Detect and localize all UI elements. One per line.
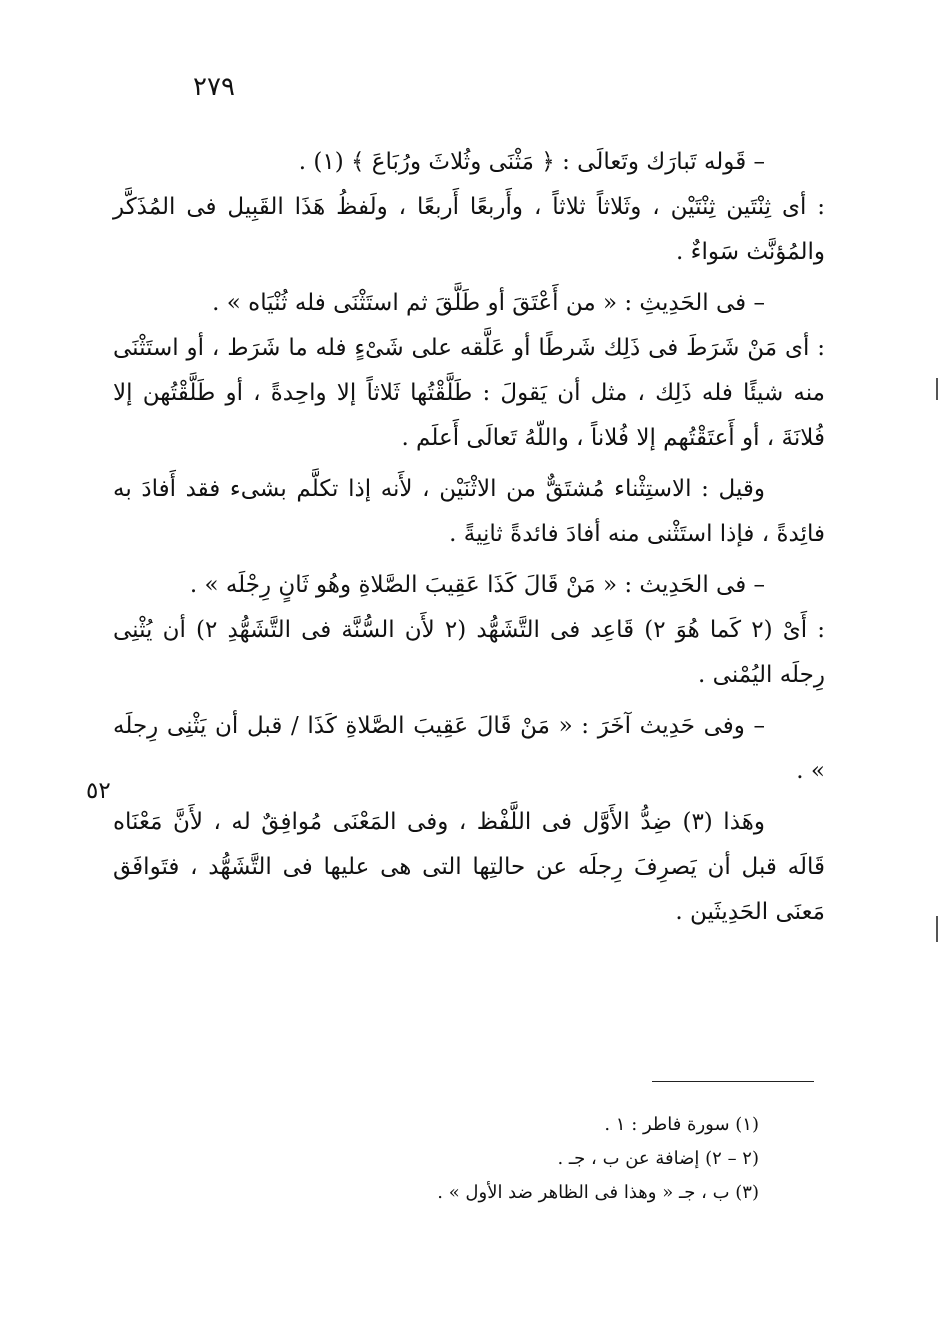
page-number: ٢٧٩: [193, 72, 235, 102]
manuscript-folio-note: ٥٢: [86, 778, 111, 804]
paragraph-2: : أى ثِنْتَين ثِنْتَيْن ، وثَلاثاً ثلاثاً ، وأَربعًا أَربعًا ، ولَفظُ هَذَا القَبِيل فى المُذَكَّر والمُؤنَّث سَواءٌ .: [113, 194, 825, 265]
main-text: [113, 140, 825, 935]
edge-mark: [936, 378, 938, 400]
paragraph-4: : أى مَنْ شَرَطَ فى ذَلِك شَرطًا أو عَلَّقه على شَىْءٍ فله ما شَرَط ، أو استَثْنَى منه شيئًا فله ذَلِك ، مثل أن يَقولَ : طَلَّقْتُها ثَلاثاً إلا واحِدةً ، أو طَلَّقْتُهن إلا فُلانَةَ ، أو أَعتَقْتُهم إلا فُلاناً ، واللّهُ تَعالَى أَعلَم .: [113, 335, 825, 451]
paragraph-1: – قَوله تَبارَك وتَعالَى : ﴿ مَثْنَى وثُلاثَ ورُبَاعَ ﴾ (١) .: [298, 149, 765, 175]
edge-mark: [936, 916, 938, 942]
paragraph-3: – فى الحَدِيثِ : « من أَعْتَقَ أو طَلَّقَ ثم استَثْنَى فله ثُنْيَاه » .: [212, 290, 765, 316]
footnotes: [339, 1108, 759, 1210]
paragraph-7: : أَىْ (٢ كَما هُوَ ٢) قَاعِد فى التَّشَهُّد (٢ لأَن السُّنَّة فى التَّشَهُّدِ ٢) أن يُثْنِى رِجلَه اليُمْنى .: [113, 617, 826, 688]
footnote-2: (٢ – ٢) إضافة عن ب ، جـ .: [557, 1148, 759, 1169]
paragraph-6: – فى الحَدِيث : « مَنْ قَالَ كَذَا عَقِيبَ الصَّلاةِ وهُو ثَانٍ رِجْلَه » .: [189, 572, 765, 598]
paragraph-5: وقيل : الاستِثْناء مُشتَقٌّ من الاثْنَيْن ، لأَنه إذا تكلَّم بشىء فقد أَفادَ به فائِدةً ، فإذا استَثْنى منه أفادَ فائدةً ثانِيةً .: [113, 476, 825, 547]
paragraph-9: وهَذا (٣) ضِدُّ الأَوَّل فى اللَّفْظ ، وفى المَعْنَى مُوافِقٌ له ، لأَنَّ مَعْنَاه قَالَه قبل أن يَصرِفَ رِجلَه عن حالتِها التى هى عليها فى التَّشَهُّد ، فتَوافَق مَعنَى الحَدِيثَين .: [113, 809, 825, 925]
footnote-1: (١) سورة فاطر : ١ .: [604, 1114, 759, 1135]
footnote-3: (٣) ب ، جـ « وهذا فى الظاهر ضد الأول » .: [437, 1182, 759, 1203]
paragraph-8: – وفى حَدِيث آخَرَ : « مَنْ قَالَ عَقِيبَ الصَّلاةِ كَذَا / قبل أن يَثْنِى رِجلَه » .: [113, 713, 825, 784]
footnote-divider: [652, 1081, 814, 1082]
